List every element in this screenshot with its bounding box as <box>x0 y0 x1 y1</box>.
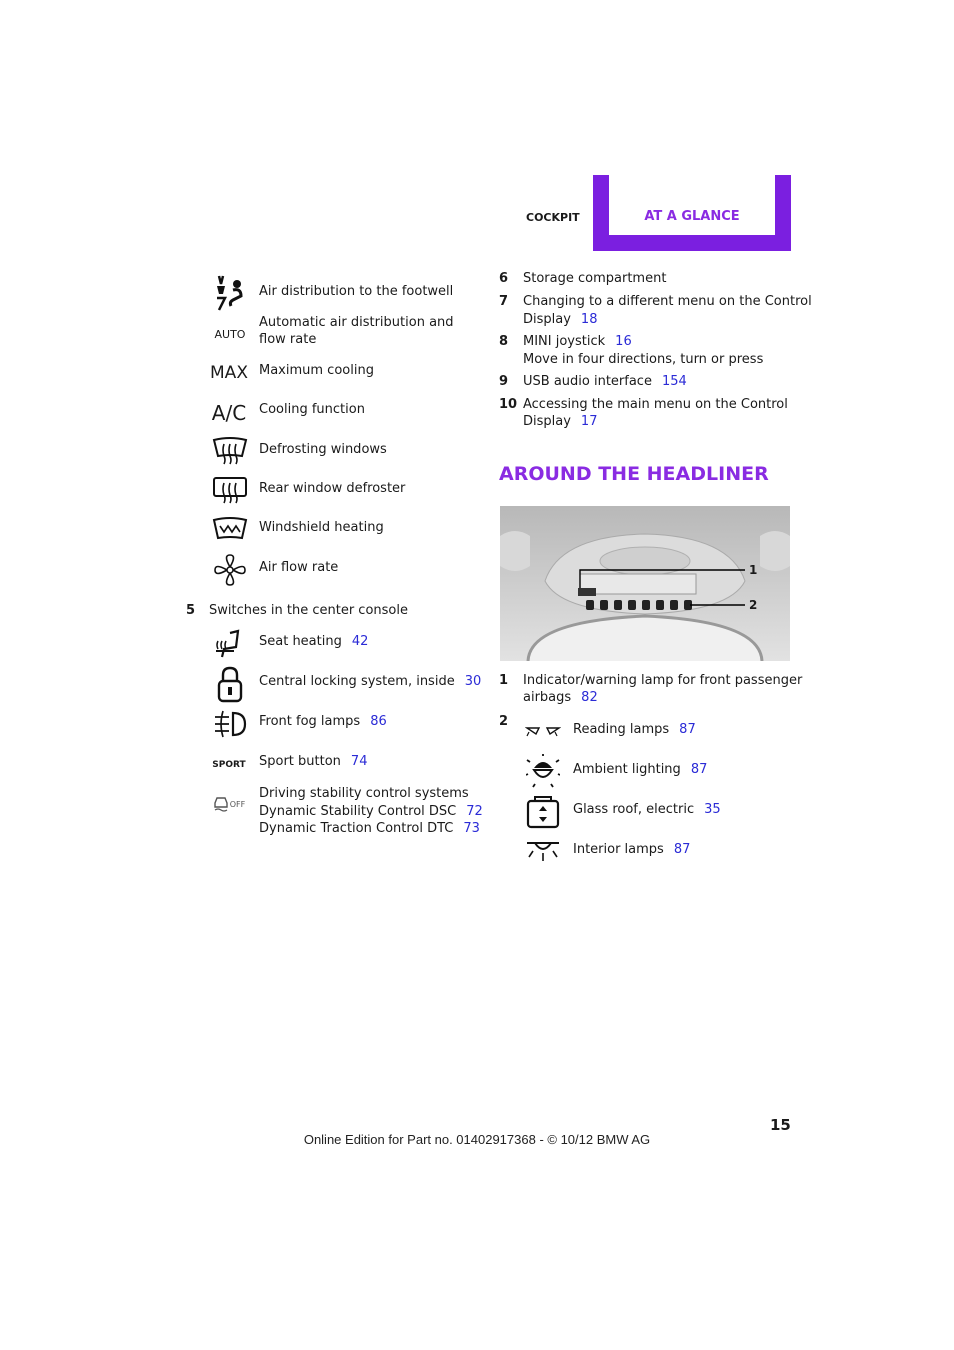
page-link[interactable]: 35 <box>704 802 721 817</box>
console-item-sport <box>259 753 367 770</box>
ambient-light-icon <box>524 753 562 789</box>
console-item-fog <box>259 713 387 730</box>
item-label-cont <box>523 311 597 328</box>
headliner-figure <box>500 506 790 661</box>
page-link[interactable]: 72 <box>466 804 483 819</box>
item-label: Front fog lamps <box>259 714 361 729</box>
page-link[interactable]: 87 <box>673 842 691 857</box>
page-link[interactable]: 73 <box>463 821 480 836</box>
sport-icon: SPORT <box>212 760 246 770</box>
dsc-line3 <box>259 820 480 837</box>
page-link[interactable]: 42 <box>351 634 369 649</box>
climate-label: Cooling function <box>259 402 365 417</box>
climate-label: Air flow rate <box>259 560 339 575</box>
page-link[interactable]: 86 <box>370 714 387 729</box>
footwell-air-icon <box>210 274 248 312</box>
console-item-seat-heating <box>259 633 368 650</box>
console-item-locking <box>259 673 481 690</box>
item-label: Changing to a different menu on the Control <box>523 294 812 309</box>
rear-defrost-icon <box>210 475 250 505</box>
callout-1: 1 <box>749 563 758 577</box>
footer-edition: Online Edition for Part no. 01402917368 - © 10/12 BMW AG <box>303 1132 651 1147</box>
climate-label: Air distribution to the footwell <box>259 284 454 299</box>
windshield-heating-icon <box>210 515 250 543</box>
dsc-off-label: OFF <box>229 799 246 809</box>
page-link[interactable]: 16 <box>615 334 632 349</box>
item-label: Dynamic Stability Control DSC <box>259 804 457 819</box>
item-label: Switches in the center console <box>209 603 408 618</box>
item-number: 6 <box>499 271 509 286</box>
fog-lamp-icon <box>210 708 250 740</box>
item-label-row <box>523 333 632 350</box>
item-label: Storage compartment <box>523 271 667 286</box>
seat-heating-icon <box>212 628 246 660</box>
auto-icon: AUTO <box>214 327 246 341</box>
item-label-row <box>523 373 687 390</box>
max-icon: MAX <box>210 363 248 383</box>
item-number: 5 <box>186 603 196 618</box>
item-number: 2 <box>499 714 509 729</box>
page-link[interactable]: 30 <box>464 674 482 689</box>
reading-lamp-icon <box>524 720 562 742</box>
item-label-cont <box>523 689 598 706</box>
item-number: 1 <box>499 673 509 688</box>
climate-label: Defrosting windows <box>259 442 387 457</box>
ac-icon: A/C <box>211 401 247 425</box>
headliner-item-ambient <box>573 761 707 778</box>
section-title: AROUND THE HEADLINER <box>499 463 769 485</box>
item-label-cont <box>523 413 597 430</box>
page-link[interactable]: 87 <box>690 762 708 777</box>
item-number: 7 <box>499 294 509 309</box>
item-label: MINI joystick <box>523 334 606 349</box>
headliner-item-reading <box>573 721 696 738</box>
dsc-line1: Driving stability control systems <box>259 786 469 801</box>
tab-at-a-glance[interactable] <box>593 175 791 251</box>
item-number: 8 <box>499 334 509 349</box>
item-label: Interior lamps <box>573 842 664 857</box>
climate-label: Automatic air distribution and flow rate <box>259 315 454 347</box>
headliner-item-glass-roof <box>573 801 721 818</box>
item-number: 10 <box>499 397 518 412</box>
glass-roof-icon <box>524 794 562 830</box>
interior-lamp-icon <box>524 838 562 864</box>
item-label: Reading lamps <box>573 722 670 737</box>
dsc-off-icon <box>210 792 248 816</box>
climate-label: Maximum cooling <box>259 363 374 378</box>
lock-icon <box>214 664 246 704</box>
item-label: USB audio interface <box>523 374 652 389</box>
page-link[interactable]: 87 <box>679 722 696 737</box>
item-label: Display <box>523 312 571 327</box>
page-number: 15 <box>770 1116 791 1134</box>
climate-label: Rear window defroster <box>259 481 406 496</box>
item-label: Sport button <box>259 754 341 769</box>
tab-label: AT A GLANCE <box>644 209 740 224</box>
item-label: Display <box>523 414 571 429</box>
item-label: Accessing the main menu on the Control <box>523 397 788 412</box>
section-label: COCKPIT <box>526 211 580 224</box>
item-label: Glass roof, electric <box>573 802 695 817</box>
page-link[interactable]: 82 <box>581 690 598 705</box>
page-link[interactable]: 17 <box>580 414 598 429</box>
page-link[interactable]: 74 <box>350 754 368 769</box>
page-link[interactable]: 18 <box>580 312 598 327</box>
headliner-item-interior <box>573 841 690 858</box>
item-label: Indicator/warning lamp for front passenger <box>523 673 803 688</box>
callout-2: 2 <box>749 598 758 612</box>
page-link[interactable]: 154 <box>661 374 687 389</box>
fan-icon <box>210 552 250 588</box>
item-label: Seat heating <box>259 634 342 649</box>
dsc-line2 <box>259 803 483 820</box>
windshield-defrost-icon <box>210 436 250 466</box>
item-number: 9 <box>499 374 509 389</box>
item-label: Move in four directions, turn or press <box>523 352 764 367</box>
item-label: Dynamic Traction Control DTC <box>259 821 454 836</box>
item-label: Central locking system, inside <box>259 674 455 689</box>
climate-label: Windshield heating <box>259 520 384 535</box>
item-label: airbags <box>523 690 572 705</box>
item-label: Ambient lighting <box>573 762 681 777</box>
